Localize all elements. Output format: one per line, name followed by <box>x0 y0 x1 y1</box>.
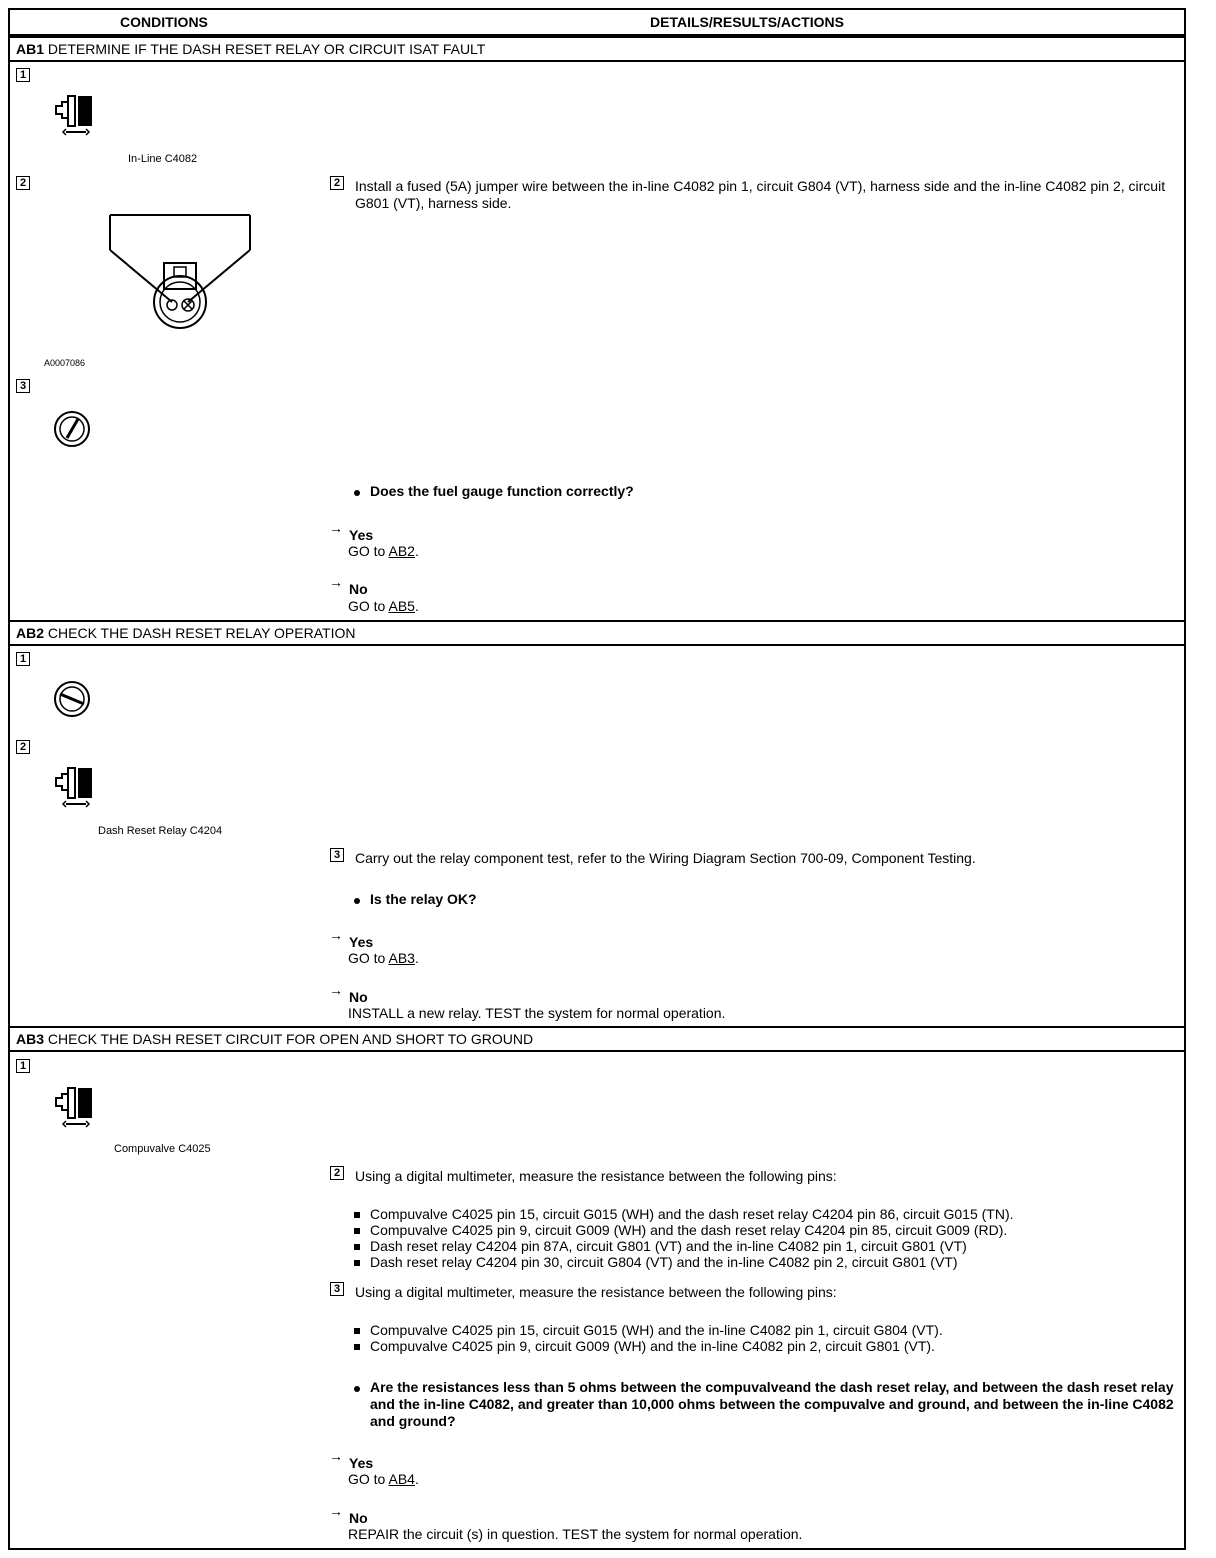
no-action-text: GO to <box>348 598 386 614</box>
conditions-header: CONDITIONS <box>120 14 208 30</box>
step-number: 3 <box>330 848 344 862</box>
section-ab2-title <box>8 620 1186 646</box>
question: Does the fuel gauge function correctly? <box>370 483 634 499</box>
ignition-on-icon <box>52 410 94 450</box>
list-item: Compuvalve C4025 pin 9, circuit G009 (WH) and the dash reset relay C4204 pin 85, circuit G009 (RD). <box>370 1222 1008 1238</box>
connector-caption: Dash Reset Relay C4204 <box>98 825 223 837</box>
section-heading: CHECK THE DASH RESET CIRCUIT FOR OPEN AND SHORT TO GROUND <box>47 1031 534 1047</box>
question-bullet <box>354 1386 360 1392</box>
step-instruction: Using a digital multimeter, measure the resistance between the following pins: <box>355 1284 837 1300</box>
arrow-right-icon: → <box>329 520 343 536</box>
list-bullet <box>354 1260 360 1266</box>
ignition-off-icon <box>52 680 94 720</box>
no-label: No <box>349 1510 368 1526</box>
yes-action-text: GO to <box>348 950 386 966</box>
arrow-right-icon: → <box>329 982 343 998</box>
list-item: Compuvalve C4025 pin 9, circuit G009 (WH) and the in-line C4082 pin 2, circuit G801 (VT). <box>370 1338 935 1354</box>
question-bullet <box>354 490 360 496</box>
details-header: DETAILS/RESULTS/ACTIONS <box>650 14 844 30</box>
connector-caption: In-Line C4082 <box>128 153 198 165</box>
table-header <box>8 8 1186 36</box>
no-action: INSTALL a new relay. TEST the system for normal operation. <box>348 1005 726 1021</box>
section-heading: CHECK THE DASH RESET RELAY OPERATION <box>47 625 356 641</box>
link-ab5[interactable]: AB5 <box>388 598 415 614</box>
disconnect-connector-icon <box>50 1084 100 1128</box>
yes-action: GO to AB2. <box>348 543 419 559</box>
yes-action: GO to AB4. <box>348 1471 419 1487</box>
no-label: No <box>349 581 368 597</box>
no-label: No <box>349 989 368 1005</box>
section-ab3-title <box>8 1026 1186 1052</box>
jumper-wire-diagram <box>100 205 260 335</box>
step-instruction: Using a digital multimeter, measure the resistance between the following pins: <box>355 1168 837 1184</box>
list-item: Compuvalve C4025 pin 15, circuit G015 (WH) and the dash reset relay C4204 pin 86, circuit G015 (TN). <box>370 1206 1014 1222</box>
arrow-right-icon: → <box>329 574 343 590</box>
connector-caption: Compuvalve C4025 <box>114 1143 211 1155</box>
question: Are the resistances less than 5 ohms between the compuvalveand the dash reset relay, and between the dash reset relay and the in-line C4082, and greater than 10,000 ohms between the compuvalve and ground, and between the in-line C4082 and ground? <box>370 1379 1174 1429</box>
yes-action: GO to AB3. <box>348 950 419 966</box>
step-instruction: Carry out the relay component test, refer to the Wiring Diagram Section 700-09, Component Testing. <box>355 850 976 866</box>
no-action: GO to AB5. <box>348 598 419 614</box>
step-number: 1 <box>16 652 30 666</box>
list-bullet <box>354 1344 360 1350</box>
section-ab1-title <box>8 36 1186 62</box>
step-instruction: Install a fused (5A) jumper wire between the in-line C4082 pin 1, circuit G804 (VT), harness side and the in-line C4082 pin 2, circuit G801 (VT), harness side. <box>355 178 1166 211</box>
list-bullet <box>354 1228 360 1234</box>
step-number: 2 <box>16 740 30 754</box>
step-number: 2 <box>330 176 344 190</box>
link-ab3[interactable]: AB3 <box>388 950 415 966</box>
figure-id: A0007086 <box>44 358 86 368</box>
section-code: AB1 <box>16 41 45 57</box>
step-number: 3 <box>330 1282 344 1296</box>
section-code: AB3 <box>16 1031 45 1047</box>
step-number: 2 <box>16 176 30 190</box>
step-number: 3 <box>16 379 30 393</box>
list-bullet <box>354 1328 360 1334</box>
yes-action-text: GO to <box>348 1471 386 1487</box>
link-ab4[interactable]: AB4 <box>388 1471 415 1487</box>
arrow-right-icon: → <box>329 1448 343 1464</box>
yes-label: Yes <box>349 934 374 950</box>
no-action: REPAIR the circuit (s) in question. TEST the system for normal operation. <box>348 1526 803 1542</box>
section-heading: DETERMINE IF THE DASH RESET RELAY OR CIRCUIT ISAT FAULT <box>47 41 486 57</box>
question: Is the relay OK? <box>370 891 477 907</box>
arrow-right-icon: → <box>329 927 343 943</box>
arrow-right-icon: → <box>329 1503 343 1519</box>
step-number: 1 <box>16 1059 30 1073</box>
step-number: 2 <box>330 1166 344 1180</box>
question-bullet <box>354 898 360 904</box>
yes-label: Yes <box>349 527 374 543</box>
link-ab2[interactable]: AB2 <box>388 543 415 559</box>
list-bullet <box>354 1244 360 1250</box>
step-number: 1 <box>16 68 30 82</box>
yes-label: Yes <box>349 1455 374 1471</box>
list-item: Compuvalve C4025 pin 15, circuit G015 (WH) and the in-line C4082 pin 1, circuit G804 (VT). <box>370 1322 943 1338</box>
section-code: AB2 <box>16 625 45 641</box>
disconnect-connector-icon <box>50 92 100 136</box>
list-item: Dash reset relay C4204 pin 30, circuit G804 (VT) and the in-line C4082 pin 2, circuit G801 (VT) <box>370 1254 958 1270</box>
yes-action-text: GO to <box>348 543 386 559</box>
list-item: Dash reset relay C4204 pin 87A, circuit G801 (VT) and the in-line C4082 pin 1, circuit G801 (VT) <box>370 1238 967 1254</box>
disconnect-connector-icon <box>50 764 100 808</box>
list-bullet <box>354 1212 360 1218</box>
